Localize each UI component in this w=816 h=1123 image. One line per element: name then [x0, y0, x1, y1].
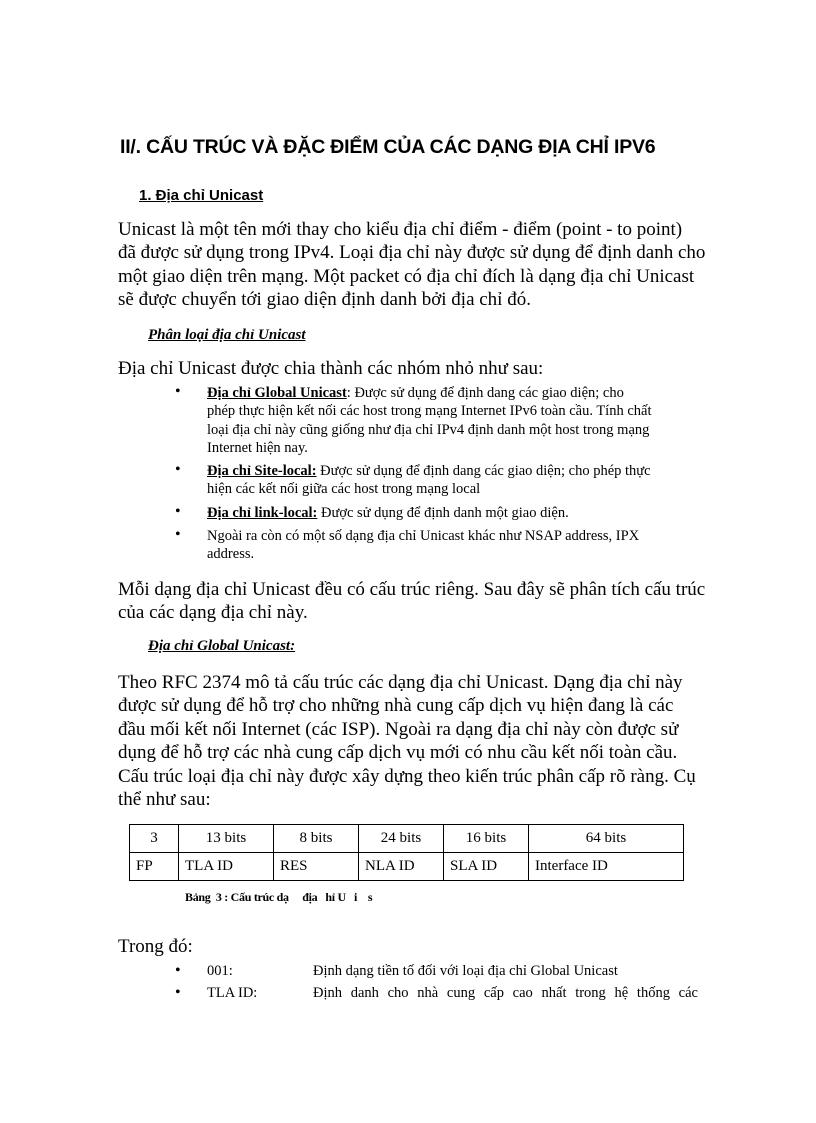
- summary-line: của các dạng địa chỉ này.: [118, 602, 308, 624]
- global-line: dụng để hỗ trợ các nhà cung cấp dịch vụ mới có nhu cầu kết nối toàn cầu.: [118, 742, 678, 764]
- item-label: Địa chỉ Site-local:: [207, 463, 317, 480]
- table-cell: 3: [130, 825, 179, 853]
- global-line: thể như sau:: [118, 789, 211, 811]
- global-unicast-title: Địa chỉ Global Unicast:: [148, 638, 296, 654]
- item-text: Được sử dụng để định danh một giao diện.: [317, 504, 569, 521]
- list-item: • Địa chỉ Global Unicast: Được sử dụng để định dang các giao diện; cho phép thực hiện kết nối các host trong mạng Internet IPv6 toàn cầu. Tính chất loại địa chỉ này cũng giống như địa chỉ IPv4 định danh một host trong mạng Internet hiện nay.: [175, 384, 700, 457]
- item-label: Địa chỉ Global Unicast: [207, 385, 347, 401]
- table-caption: Bảng 3 : Cấu trúc dạ địa hỉ U i s: [185, 890, 373, 904]
- definition-desc: Định danh cho nhà cung cấp cao nhất trong hệ thống các: [313, 985, 698, 1001]
- list-item: [175, 462, 700, 499]
- intro-line: Unicast là một tên mới thay cho kiểu địa chỉ điểm - điểm (point - to point): [118, 219, 683, 240]
- item-text: hiện các kết nối giữa các host trong mạng local: [207, 481, 481, 498]
- table-cell: SLA ID: [444, 853, 529, 881]
- item-text: Internet hiện nay.: [207, 439, 308, 456]
- table-row: [130, 853, 684, 881]
- global-line: được sử dụng để hỗ trợ cho những nhà cung cấp dịch vụ hiện đang là các: [118, 695, 674, 717]
- definitions-list: [175, 960, 698, 1004]
- table-cell: FP: [130, 853, 179, 881]
- global-line: Theo RFC 2374 mô tả cấu trúc các dạng địa chỉ Unicast. Dạng địa chỉ này: [118, 672, 683, 693]
- table-cell: Interface ID: [529, 853, 684, 881]
- where-paragraph: [118, 935, 708, 958]
- global-unicast-paragraph: [118, 671, 708, 811]
- bullet-icon: •: [175, 526, 181, 544]
- intro-paragraph: [118, 218, 708, 312]
- item-label: Địa chỉ link-local:: [207, 504, 318, 521]
- definition-term: 001:: [207, 963, 233, 979]
- item-text: loại địa chỉ này cũng giống như địa chỉ IPv4 định danh một host trong mạng: [207, 421, 650, 438]
- bullet-icon: •: [175, 962, 181, 979]
- summary-paragraph: [118, 578, 708, 625]
- classification-title: Phân loại địa chỉ Unicast: [148, 327, 306, 343]
- definition-term: TLA ID:: [207, 985, 258, 1001]
- table-cell: RES: [274, 853, 359, 881]
- item-text: phép thực hiện kết nối các host trong mạng Internet IPv6 toàn cầu. Tính chất: [207, 403, 652, 420]
- intro-line: sẽ được chuyển tới giao diện định danh bởi địa chỉ đó.: [118, 289, 531, 311]
- list-item: [175, 504, 700, 522]
- summary-line: Mỗi dạng địa chỉ Unicast đều có cấu trúc riêng. Sau đây sẽ phân tích cấu trúc: [118, 579, 706, 600]
- table-cell: 64 bits: [529, 825, 684, 853]
- definition-item: [175, 982, 698, 1004]
- subsection-title: 1. Địa chỉ Unicast: [139, 187, 264, 204]
- bullet-icon: •: [175, 461, 181, 479]
- definition-desc: Định dạng tiền tố đối với loại địa chỉ Global Unicast: [313, 963, 618, 979]
- table-cell: 24 bits: [359, 825, 444, 853]
- item-text: Được sử dụng để định dang các giao diện; cho phép thực: [316, 463, 651, 480]
- item-text: Ngoài ra còn có một số dạng địa chỉ Unicast khác như NSAP address, IPX: [207, 528, 640, 545]
- bullet-icon: •: [175, 984, 181, 1001]
- item-text: address.: [207, 546, 255, 563]
- classification-intro-line: Địa chỉ Unicast được chia thành các nhóm nhỏ như sau:: [118, 358, 544, 379]
- table-cell: 13 bits: [179, 825, 274, 853]
- list-item: [175, 527, 700, 564]
- item-text: Được sử dụng để định dang các giao diện; cho: [350, 385, 624, 401]
- bullet-icon: •: [175, 502, 181, 520]
- classification-intro: [118, 357, 708, 380]
- where-label: Trong đó:: [118, 936, 193, 957]
- definition-item: [175, 960, 698, 982]
- table-cell: NLA ID: [359, 853, 444, 881]
- table-row: [130, 825, 684, 853]
- table-cell: 8 bits: [274, 825, 359, 853]
- global-line: đầu mối kết nối Internet (các ISP). Ngoài ra dạng địa chỉ này còn được sử: [118, 718, 679, 740]
- section-heading: II/. CẤU TRÚC VÀ ĐẶC ĐIỂM CỦA CÁC DẠNG ĐỊA CHỈ IPV6: [120, 136, 656, 158]
- address-structure-table: [129, 824, 684, 881]
- table-cell: TLA ID: [179, 853, 274, 881]
- bullet-icon: •: [175, 383, 181, 400]
- intro-line: đã được sử dụng trong IPv4. Loại địa chỉ này được sử dụng để định danh cho: [118, 242, 706, 264]
- table-cell: 16 bits: [444, 825, 529, 853]
- classification-list: [175, 384, 700, 569]
- intro-line: một giao diện trên mạng. Một packet có địa chỉ đích là dạng địa chỉ Unicast: [118, 265, 695, 287]
- global-line: Cấu trúc loại địa chỉ này được xây dựng theo kiến trúc phân cấp rõ ràng. Cụ: [118, 765, 696, 787]
